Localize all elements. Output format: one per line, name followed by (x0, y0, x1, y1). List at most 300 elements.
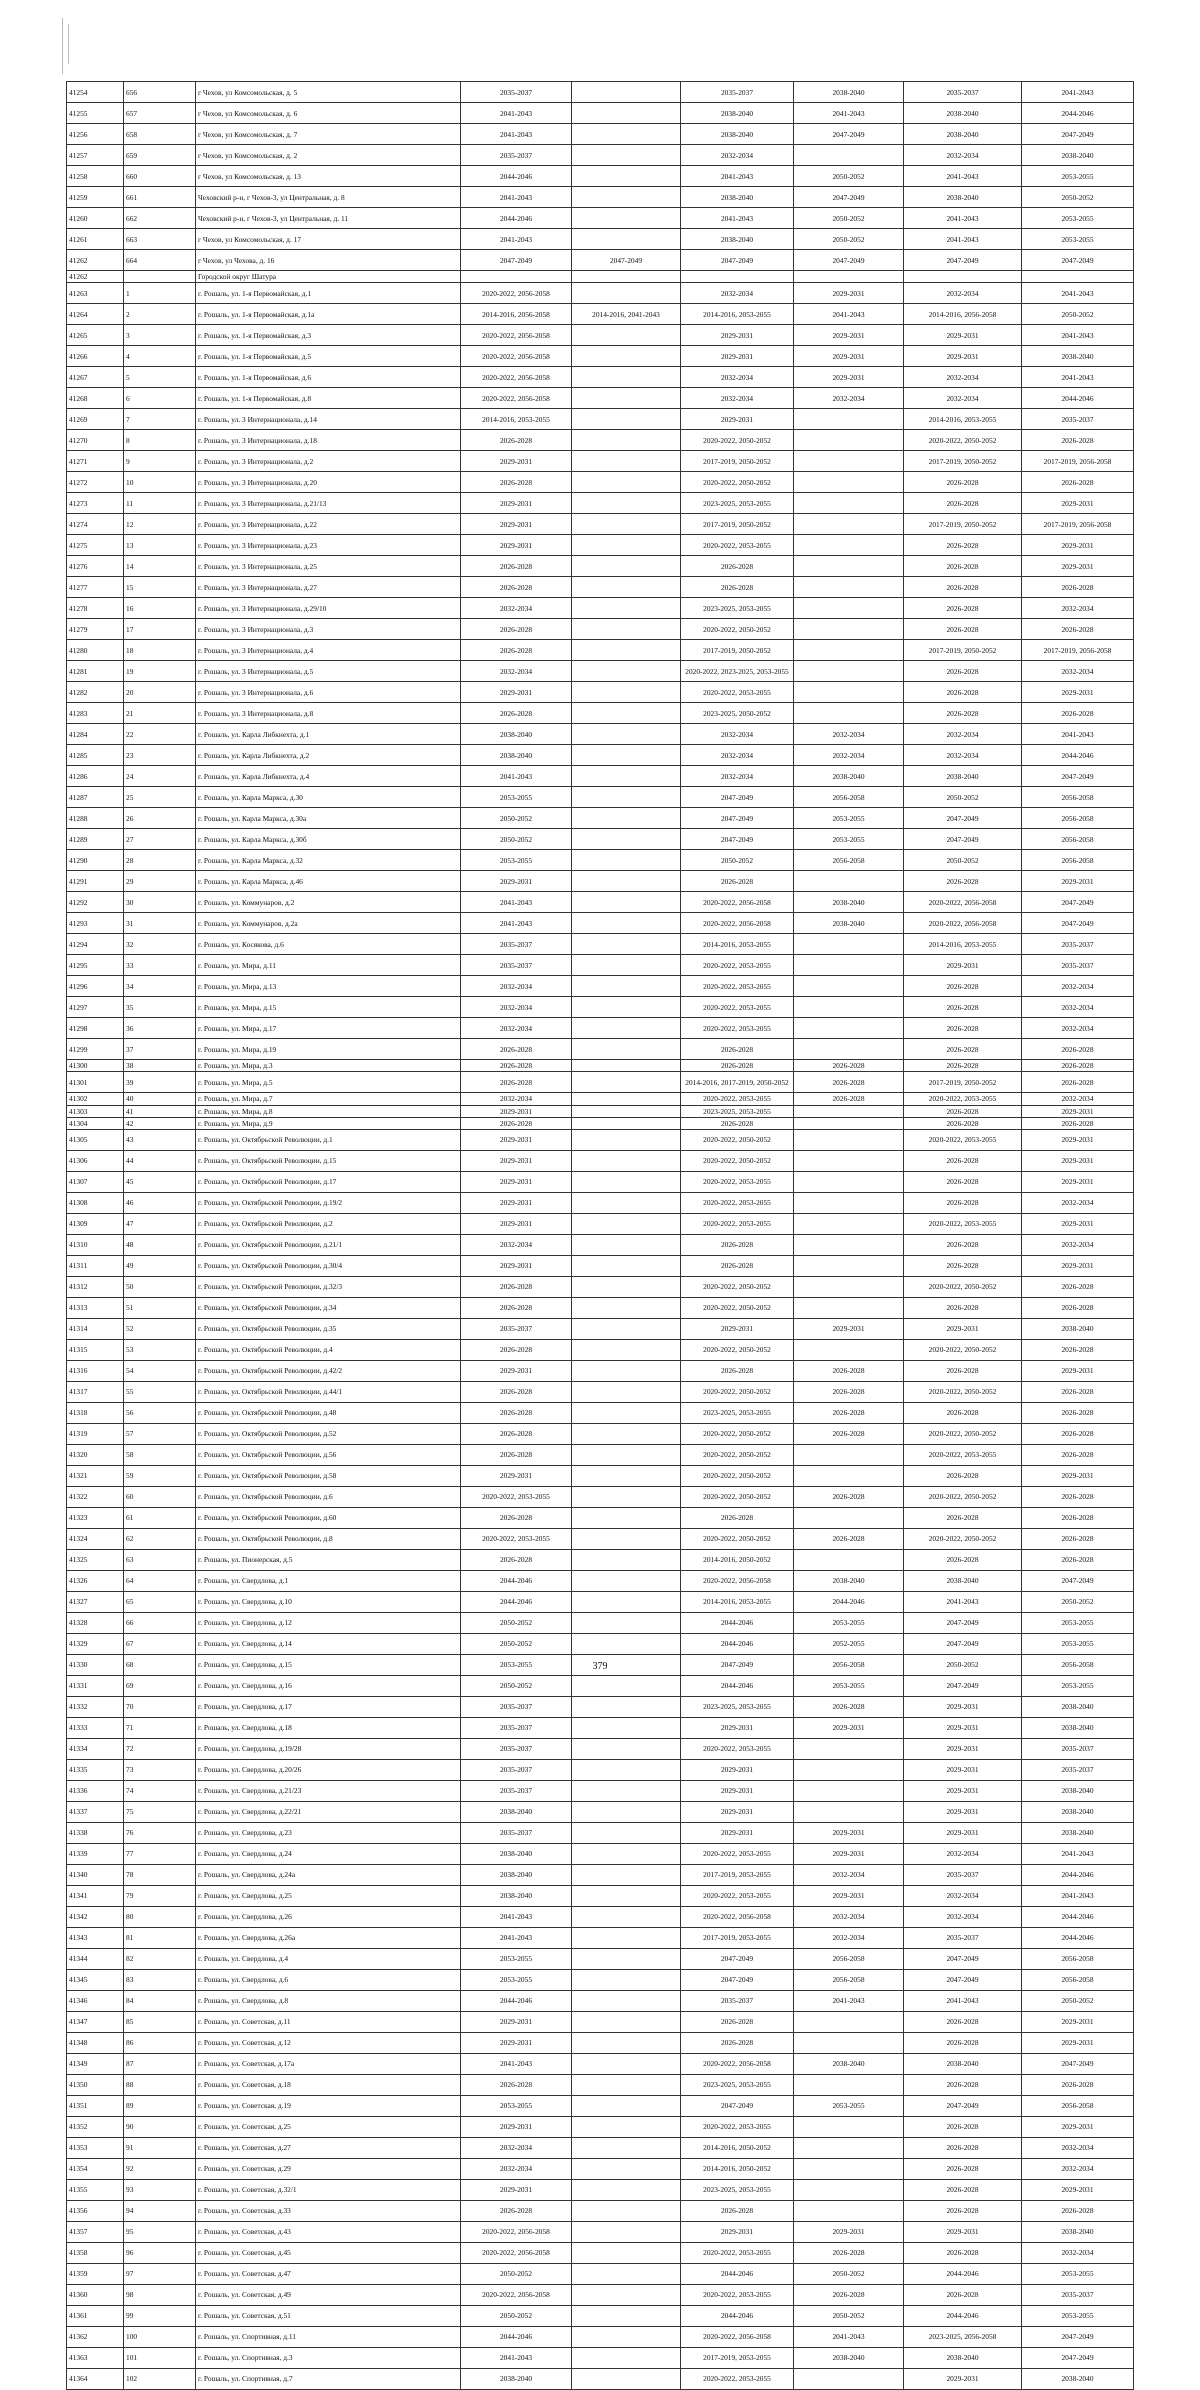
table-cell: 2029-2031 (794, 1822, 904, 1843)
table-cell (794, 1507, 904, 1528)
table-cell: 34 (124, 976, 196, 997)
table-cell: 2014-2016, 2041-2043 (572, 304, 681, 325)
table-cell: г. Рошаль, ул. Карла Либкнехта, д.2 (196, 745, 461, 766)
table-cell: 2026-2028 (681, 1255, 794, 1276)
table-cell: 41315 (67, 1339, 124, 1360)
table-cell: 2041-2043 (461, 892, 572, 913)
table-cell: 2056-2058 (1022, 787, 1134, 808)
table-cell: 2020-2022, 2050-2052 (681, 619, 794, 640)
table-cell: 2026-2028 (904, 1018, 1022, 1039)
table-cell: 2047-2049 (1022, 2053, 1134, 2074)
table-cell: 2053-2055 (794, 1612, 904, 1633)
table-cell: 2026-2028 (1022, 1060, 1134, 1072)
table-cell: 43 (124, 1129, 196, 1150)
table-cell: г. Рошаль, ул. Октябрьской Революции, д.56 (196, 1444, 461, 1465)
table-cell: 2032-2034 (461, 2137, 572, 2158)
table-cell: 2026-2028 (461, 556, 572, 577)
table-cell: 2020-2022, 2050-2052 (681, 472, 794, 493)
table-cell: 2026-2028 (1022, 1297, 1134, 1318)
table-row (67, 124, 1134, 145)
table-cell (794, 409, 904, 430)
table-cell (572, 1822, 681, 1843)
table-row (67, 661, 1134, 682)
table-cell: г. Рошаль, ул. Советская, д.45 (196, 2242, 461, 2263)
table-cell: 41357 (67, 2221, 124, 2242)
table-cell: 2029-2031 (461, 2032, 572, 2053)
table-cell: 2038-2040 (794, 913, 904, 934)
table-cell: 2020-2022, 2053-2055 (681, 997, 794, 1018)
table-cell (572, 766, 681, 787)
table-cell: г Чехов, ул Комсомольская, д. 13 (196, 166, 461, 187)
table-cell: 41271 (67, 451, 124, 472)
table-cell: 41275 (67, 535, 124, 556)
table-cell: 78 (124, 1864, 196, 1885)
table-cell: 2035-2037 (461, 1822, 572, 1843)
table-cell: 2032-2034 (904, 145, 1022, 166)
table-cell: 2035-2037 (681, 82, 794, 103)
table-cell: 2020-2022, 2053-2055 (681, 1171, 794, 1192)
table-cell: 41314 (67, 1318, 124, 1339)
table-cell: 2029-2031 (461, 1192, 572, 1213)
table-cell: 2038-2040 (1022, 1780, 1134, 1801)
table-cell: 2035-2037 (1022, 409, 1134, 430)
table-cell: 2029-2031 (1022, 1255, 1134, 1276)
table-cell: г. Рошаль, ул. Мира, д.11 (196, 955, 461, 976)
table-cell: 2014-2016, 2053-2055 (681, 1591, 794, 1612)
table-cell: 41361 (67, 2305, 124, 2326)
table-cell: 657 (124, 103, 196, 124)
table-cell: г. Рошаль, ул. 3 Интернационала, д.25 (196, 556, 461, 577)
table-cell: г. Рошаль, ул. Мира, д.9 (196, 1117, 461, 1129)
table-cell: 41321 (67, 1465, 124, 1486)
table-cell: 2032-2034 (461, 1234, 572, 1255)
table-cell: 41298 (67, 1018, 124, 1039)
table-cell: 2029-2031 (461, 2116, 572, 2137)
housing-register-table (66, 81, 1134, 2390)
table-cell: 2035-2037 (461, 1759, 572, 1780)
table-cell (794, 1444, 904, 1465)
table-cell (794, 1759, 904, 1780)
table-cell: 16 (124, 598, 196, 619)
table-row (67, 2137, 1134, 2158)
table-cell: 2020-2022, 2056-2058 (904, 892, 1022, 913)
table-cell: 2047-2049 (681, 808, 794, 829)
table-cell (794, 1234, 904, 1255)
table-cell: 41338 (67, 1822, 124, 1843)
table-cell (794, 1105, 904, 1117)
table-cell (124, 271, 196, 283)
table-cell (572, 2179, 681, 2200)
table-cell (572, 1117, 681, 1129)
table-cell (572, 1738, 681, 1759)
table-cell: 41326 (67, 1570, 124, 1591)
table-cell: 41260 (67, 208, 124, 229)
table-row (67, 1255, 1134, 1276)
table-cell: 2020-2022, 2056-2058 (681, 2326, 794, 2347)
table-cell: 2032-2034 (681, 766, 794, 787)
table-cell: 2026-2028 (461, 1423, 572, 1444)
table-cell: 99 (124, 2305, 196, 2326)
table-cell (572, 1591, 681, 1612)
table-cell: 2044-2046 (681, 2263, 794, 2284)
table-cell: 2041-2043 (461, 2053, 572, 2074)
table-cell (572, 2053, 681, 2074)
table-cell: г. Рошаль, ул. Свердлова, д.4 (196, 1948, 461, 1969)
table-row (67, 1633, 1134, 1654)
table-cell: 2026-2028 (904, 1105, 1022, 1117)
table-cell (572, 2137, 681, 2158)
table-cell: 22 (124, 724, 196, 745)
table-cell: 2020-2022, 2056-2058 (461, 2242, 572, 2263)
table-cell (794, 1213, 904, 1234)
table-cell: 13 (124, 535, 196, 556)
table-cell: 41311 (67, 1255, 124, 1276)
table-cell: 2029-2031 (461, 2179, 572, 2200)
table-cell: 41349 (67, 2053, 124, 2074)
table-cell: г. Рошаль, ул. Советская, д.32/1 (196, 2179, 461, 2200)
table-cell (794, 145, 904, 166)
table-cell: 2035-2037 (904, 82, 1022, 103)
table-cell: 2026-2028 (904, 2074, 1022, 2095)
table-cell: 41305 (67, 1129, 124, 1150)
table-cell: 2032-2034 (794, 745, 904, 766)
table-cell: г. Рошаль, ул. Октябрьской Революции, д.44/1 (196, 1381, 461, 1402)
table-cell: 41360 (67, 2284, 124, 2305)
table-row (67, 1675, 1134, 1696)
table-cell: 2032-2034 (1022, 661, 1134, 682)
table-cell: 41363 (67, 2347, 124, 2368)
table-cell: 48 (124, 1234, 196, 1255)
table-row (67, 250, 1134, 271)
table-row (67, 1150, 1134, 1171)
table-cell: 2017-2019, 2053-2055 (681, 1927, 794, 1948)
table-row (67, 1423, 1134, 1444)
table-cell: 77 (124, 1843, 196, 1864)
table-cell: 2038-2040 (1022, 1822, 1134, 1843)
table-cell: 2050-2052 (794, 2305, 904, 2326)
table-cell: 2038-2040 (681, 229, 794, 250)
table-cell: 2020-2022, 2056-2058 (461, 367, 572, 388)
table-cell: 2026-2028 (681, 1060, 794, 1072)
table-cell: г. Рошаль, ул. Мира, д.19 (196, 1039, 461, 1060)
table-cell (572, 1948, 681, 1969)
table-cell: 2047-2049 (1022, 1570, 1134, 1591)
table-cell: г. Рошаль, ул. Коммунаров, д.2а (196, 913, 461, 934)
table-cell: г. Рошаль, ул. Октябрьской Революции, д.1 (196, 1129, 461, 1150)
table-cell: 2035-2037 (461, 1780, 572, 1801)
table-row (67, 1117, 1134, 1129)
table-cell: г. Рошаль, ул. Октябрьской Революции, д.6 (196, 1486, 461, 1507)
table-cell: 2020-2022, 2053-2055 (681, 535, 794, 556)
table-cell: 2026-2028 (904, 2179, 1022, 2200)
table-cell: 42 (124, 1117, 196, 1129)
table-cell: 41347 (67, 2011, 124, 2032)
table-cell: г. Рошаль, ул. Спортивная, д.7 (196, 2368, 461, 2389)
table-cell: 41330 (67, 1654, 124, 1675)
table-cell: 41344 (67, 1948, 124, 1969)
table-cell (572, 1969, 681, 1990)
table-cell (794, 1339, 904, 1360)
table-cell: 2044-2046 (461, 1570, 572, 1591)
table-cell: 2014-2016, 2053-2055 (461, 409, 572, 430)
table-cell: 2026-2028 (904, 1060, 1022, 1072)
table-cell: 2029-2031 (1022, 682, 1134, 703)
table-cell: 41282 (67, 682, 124, 703)
table-cell: 2020-2022, 2053-2055 (681, 682, 794, 703)
table-cell (572, 787, 681, 808)
table-cell: 2026-2028 (904, 577, 1022, 598)
table-cell: 41283 (67, 703, 124, 724)
table-cell: 2047-2049 (1022, 892, 1134, 913)
table-cell: 102 (124, 2368, 196, 2389)
table-cell: 41328 (67, 1612, 124, 1633)
table-cell: 2029-2031 (904, 325, 1022, 346)
table-cell: г. Рошаль, ул. Пионерская, д.5 (196, 1549, 461, 1570)
table-cell: г. Рошаль, ул. Мира, д.3 (196, 1060, 461, 1072)
table-cell: 2017-2019, 2050-2052 (681, 451, 794, 472)
table-cell: 2038-2040 (681, 124, 794, 145)
table-cell: 2041-2043 (461, 187, 572, 208)
table-cell: 2026-2028 (681, 556, 794, 577)
table-cell: 2041-2043 (794, 103, 904, 124)
table-cell: 2050-2052 (794, 2263, 904, 2284)
table-cell: 41341 (67, 1885, 124, 1906)
table-row (67, 619, 1134, 640)
table-cell: г. Рошаль, ул. Спортивная, д.11 (196, 2326, 461, 2347)
table-cell: 2029-2031 (904, 1801, 1022, 1822)
table-cell: 2020-2022, 2053-2055 (681, 2242, 794, 2263)
table-cell: г. Рошаль, ул. Октябрьской Революции, д.8 (196, 1528, 461, 1549)
table-row (67, 82, 1134, 103)
table-cell (572, 283, 681, 304)
table-cell: 2032-2034 (904, 724, 1022, 745)
table-cell: 41320 (67, 1444, 124, 1465)
table-cell: 2041-2043 (461, 124, 572, 145)
table-cell: 2038-2040 (904, 1570, 1022, 1591)
table-cell: 2035-2037 (461, 934, 572, 955)
table-row (67, 850, 1134, 871)
table-cell: г. Рошаль, ул. 3 Интернационала, д.8 (196, 703, 461, 724)
table-row (67, 2200, 1134, 2221)
table-cell: 2020-2022, 2050-2052 (681, 1297, 794, 1318)
table-row (67, 1906, 1134, 1927)
table-cell (572, 1060, 681, 1072)
table-row (67, 1864, 1134, 1885)
table-cell: 2 (124, 304, 196, 325)
table-cell: 2032-2034 (461, 598, 572, 619)
table-cell (572, 1486, 681, 1507)
table-cell: 2026-2028 (794, 1360, 904, 1381)
table-cell: г. Рошаль, ул. Октябрьской Революции, д.35 (196, 1318, 461, 1339)
table-cell: 2023-2025, 2053-2055 (681, 1402, 794, 1423)
table-cell (572, 1171, 681, 1192)
table-cell (794, 1276, 904, 1297)
table-cell: 2038-2040 (1022, 1696, 1134, 1717)
table-cell (572, 1192, 681, 1213)
table-cell: г. Рошаль, ул. Карла Либкнехта, д.1 (196, 724, 461, 745)
table-cell: 2026-2028 (461, 1402, 572, 1423)
table-cell: г. Рошаль, ул. Октябрьской Революции, д.30/4 (196, 1255, 461, 1276)
table-cell: 21 (124, 703, 196, 724)
table-cell: 2056-2058 (1022, 808, 1134, 829)
table-cell (572, 1276, 681, 1297)
table-cell: 2053-2055 (794, 808, 904, 829)
table-cell: 93 (124, 2179, 196, 2200)
table-cell: 69 (124, 1675, 196, 1696)
table-cell: 2020-2022, 2050-2052 (904, 1339, 1022, 1360)
table-cell (572, 1039, 681, 1060)
table-cell: г. Рошаль, ул. Октябрьской Революции, д.17 (196, 1171, 461, 1192)
table-cell: 41356 (67, 2200, 124, 2221)
table-cell: 2050-2052 (461, 829, 572, 850)
table-cell: 2032-2034 (794, 724, 904, 745)
table-cell: 2026-2028 (681, 2011, 794, 2032)
table-row (67, 1759, 1134, 1780)
table-cell: 2047-2049 (904, 1948, 1022, 1969)
table-cell: 60 (124, 1486, 196, 1507)
table-row (67, 934, 1134, 955)
table-cell: 2029-2031 (904, 1696, 1022, 1717)
table-cell: 2026-2028 (904, 1297, 1022, 1318)
table-cell: 2038-2040 (794, 2053, 904, 2074)
table-cell: 2026-2028 (1022, 1117, 1134, 1129)
table-cell: 2017-2019, 2050-2052 (904, 1072, 1022, 1093)
table-cell: 2026-2028 (1022, 1339, 1134, 1360)
table-cell: 91 (124, 2137, 196, 2158)
table-cell: 15 (124, 577, 196, 598)
table-cell: 2026-2028 (904, 2200, 1022, 2221)
table-cell: 2029-2031 (461, 1129, 572, 1150)
table-cell: 2047-2049 (904, 2095, 1022, 2116)
table-cell: 2023-2025, 2053-2055 (681, 598, 794, 619)
table-cell: 2026-2028 (904, 2158, 1022, 2179)
table-cell: 2035-2037 (1022, 1738, 1134, 1759)
table-cell: 7 (124, 409, 196, 430)
table-cell: 32 (124, 934, 196, 955)
table-cell: г. Рошаль, ул. Свердлова, д.22/21 (196, 1801, 461, 1822)
table-cell: 661 (124, 187, 196, 208)
table-cell (572, 451, 681, 472)
table-cell: 2026-2028 (904, 472, 1022, 493)
table-row (67, 2074, 1134, 2095)
table-cell: 2026-2028 (904, 1402, 1022, 1423)
table-cell (572, 514, 681, 535)
table-cell (572, 1402, 681, 1423)
table-cell: 2047-2049 (794, 250, 904, 271)
table-cell: 2026-2028 (904, 1171, 1022, 1192)
table-cell: 2026-2028 (461, 1507, 572, 1528)
table-cell (572, 640, 681, 661)
table-cell (572, 1093, 681, 1105)
table-cell (572, 1018, 681, 1039)
table-cell: 2032-2034 (904, 745, 1022, 766)
table-row (67, 514, 1134, 535)
table-cell: 41310 (67, 1234, 124, 1255)
table-cell (572, 1927, 681, 1948)
table-cell: 2032-2034 (461, 2158, 572, 2179)
table-cell: г. Рошаль, ул. 1-я Первомайская, д.5 (196, 346, 461, 367)
table-cell (572, 2158, 681, 2179)
table-cell: 2053-2055 (794, 2095, 904, 2116)
table-cell: 41286 (67, 766, 124, 787)
table-cell: 2029-2031 (1022, 535, 1134, 556)
table-cell: 2026-2028 (904, 619, 1022, 640)
table-cell: 2029-2031 (1022, 1150, 1134, 1171)
table-cell: 2038-2040 (681, 103, 794, 124)
table-cell: 2041-2043 (794, 304, 904, 325)
table-cell: 41279 (67, 619, 124, 640)
table-cell: 2053-2055 (461, 1969, 572, 1990)
table-cell: 2026-2028 (794, 1381, 904, 1402)
table-cell: 97 (124, 2263, 196, 2284)
table-cell: г. Рошаль, ул. 3 Интернационала, д.4 (196, 640, 461, 661)
table-cell (572, 1360, 681, 1381)
table-row (67, 1093, 1134, 1105)
table-cell: 66 (124, 1612, 196, 1633)
table-cell: 41300 (67, 1060, 124, 1072)
table-cell: 2032-2034 (904, 283, 1022, 304)
table-cell: 2023-2025, 2053-2055 (681, 1105, 794, 1117)
table-cell: 41342 (67, 1906, 124, 1927)
table-cell: 41348 (67, 2032, 124, 2053)
table-row (67, 388, 1134, 409)
table-cell: 2038-2040 (904, 187, 1022, 208)
table-cell: г. Рошаль, ул. 3 Интернационала, д.3 (196, 619, 461, 640)
table-cell: 100 (124, 2326, 196, 2347)
table-cell: г. Рошаль, ул. Карла Маркса, д.46 (196, 871, 461, 892)
table-cell: 2044-2046 (904, 2305, 1022, 2326)
table-cell: 2053-2055 (1022, 2263, 1134, 2284)
table-cell: 41317 (67, 1381, 124, 1402)
table-cell: 2032-2034 (681, 283, 794, 304)
table-cell: 2026-2028 (904, 598, 1022, 619)
table-row (67, 997, 1134, 1018)
table-cell: 68 (124, 1654, 196, 1675)
table-cell: 45 (124, 1171, 196, 1192)
table-cell: 2026-2028 (904, 997, 1022, 1018)
table-cell: 41278 (67, 598, 124, 619)
table-cell: 41358 (67, 2242, 124, 2263)
table-cell: 2038-2040 (904, 2053, 1022, 2074)
table-cell: 2020-2022, 2050-2052 (681, 1444, 794, 1465)
table-cell: 41334 (67, 1738, 124, 1759)
table-cell: 2017-2019, 2053-2055 (681, 2347, 794, 2368)
table-cell: 2020-2022, 2053-2055 (681, 1738, 794, 1759)
table-cell: 2047-2049 (904, 829, 1022, 850)
table-cell (572, 82, 681, 103)
table-cell: г. Рошаль, ул. Свердлова, д.6 (196, 1969, 461, 1990)
table-cell: 2029-2031 (681, 1801, 794, 1822)
table-cell: 2026-2028 (681, 871, 794, 892)
table-cell: 58 (124, 1444, 196, 1465)
table-row (67, 166, 1134, 187)
table-cell: 658 (124, 124, 196, 145)
table-cell: 2047-2049 (1022, 766, 1134, 787)
table-cell: 2014-2016, 2053-2055 (904, 934, 1022, 955)
table-cell (572, 724, 681, 745)
table-cell: 2026-2028 (1022, 472, 1134, 493)
table-cell: 2029-2031 (904, 1759, 1022, 1780)
table-cell: г. Рошаль, ул. Свердлова, д.17 (196, 1696, 461, 1717)
table-cell: 2029-2031 (1022, 1360, 1134, 1381)
table-cell (572, 892, 681, 913)
table-cell: 18 (124, 640, 196, 661)
table-cell: 2026-2028 (1022, 1423, 1134, 1444)
table-row (67, 1018, 1134, 1039)
table-cell: 2056-2058 (794, 1948, 904, 1969)
table-cell: 37 (124, 1039, 196, 1060)
table-cell: 2032-2034 (1022, 2137, 1134, 2158)
